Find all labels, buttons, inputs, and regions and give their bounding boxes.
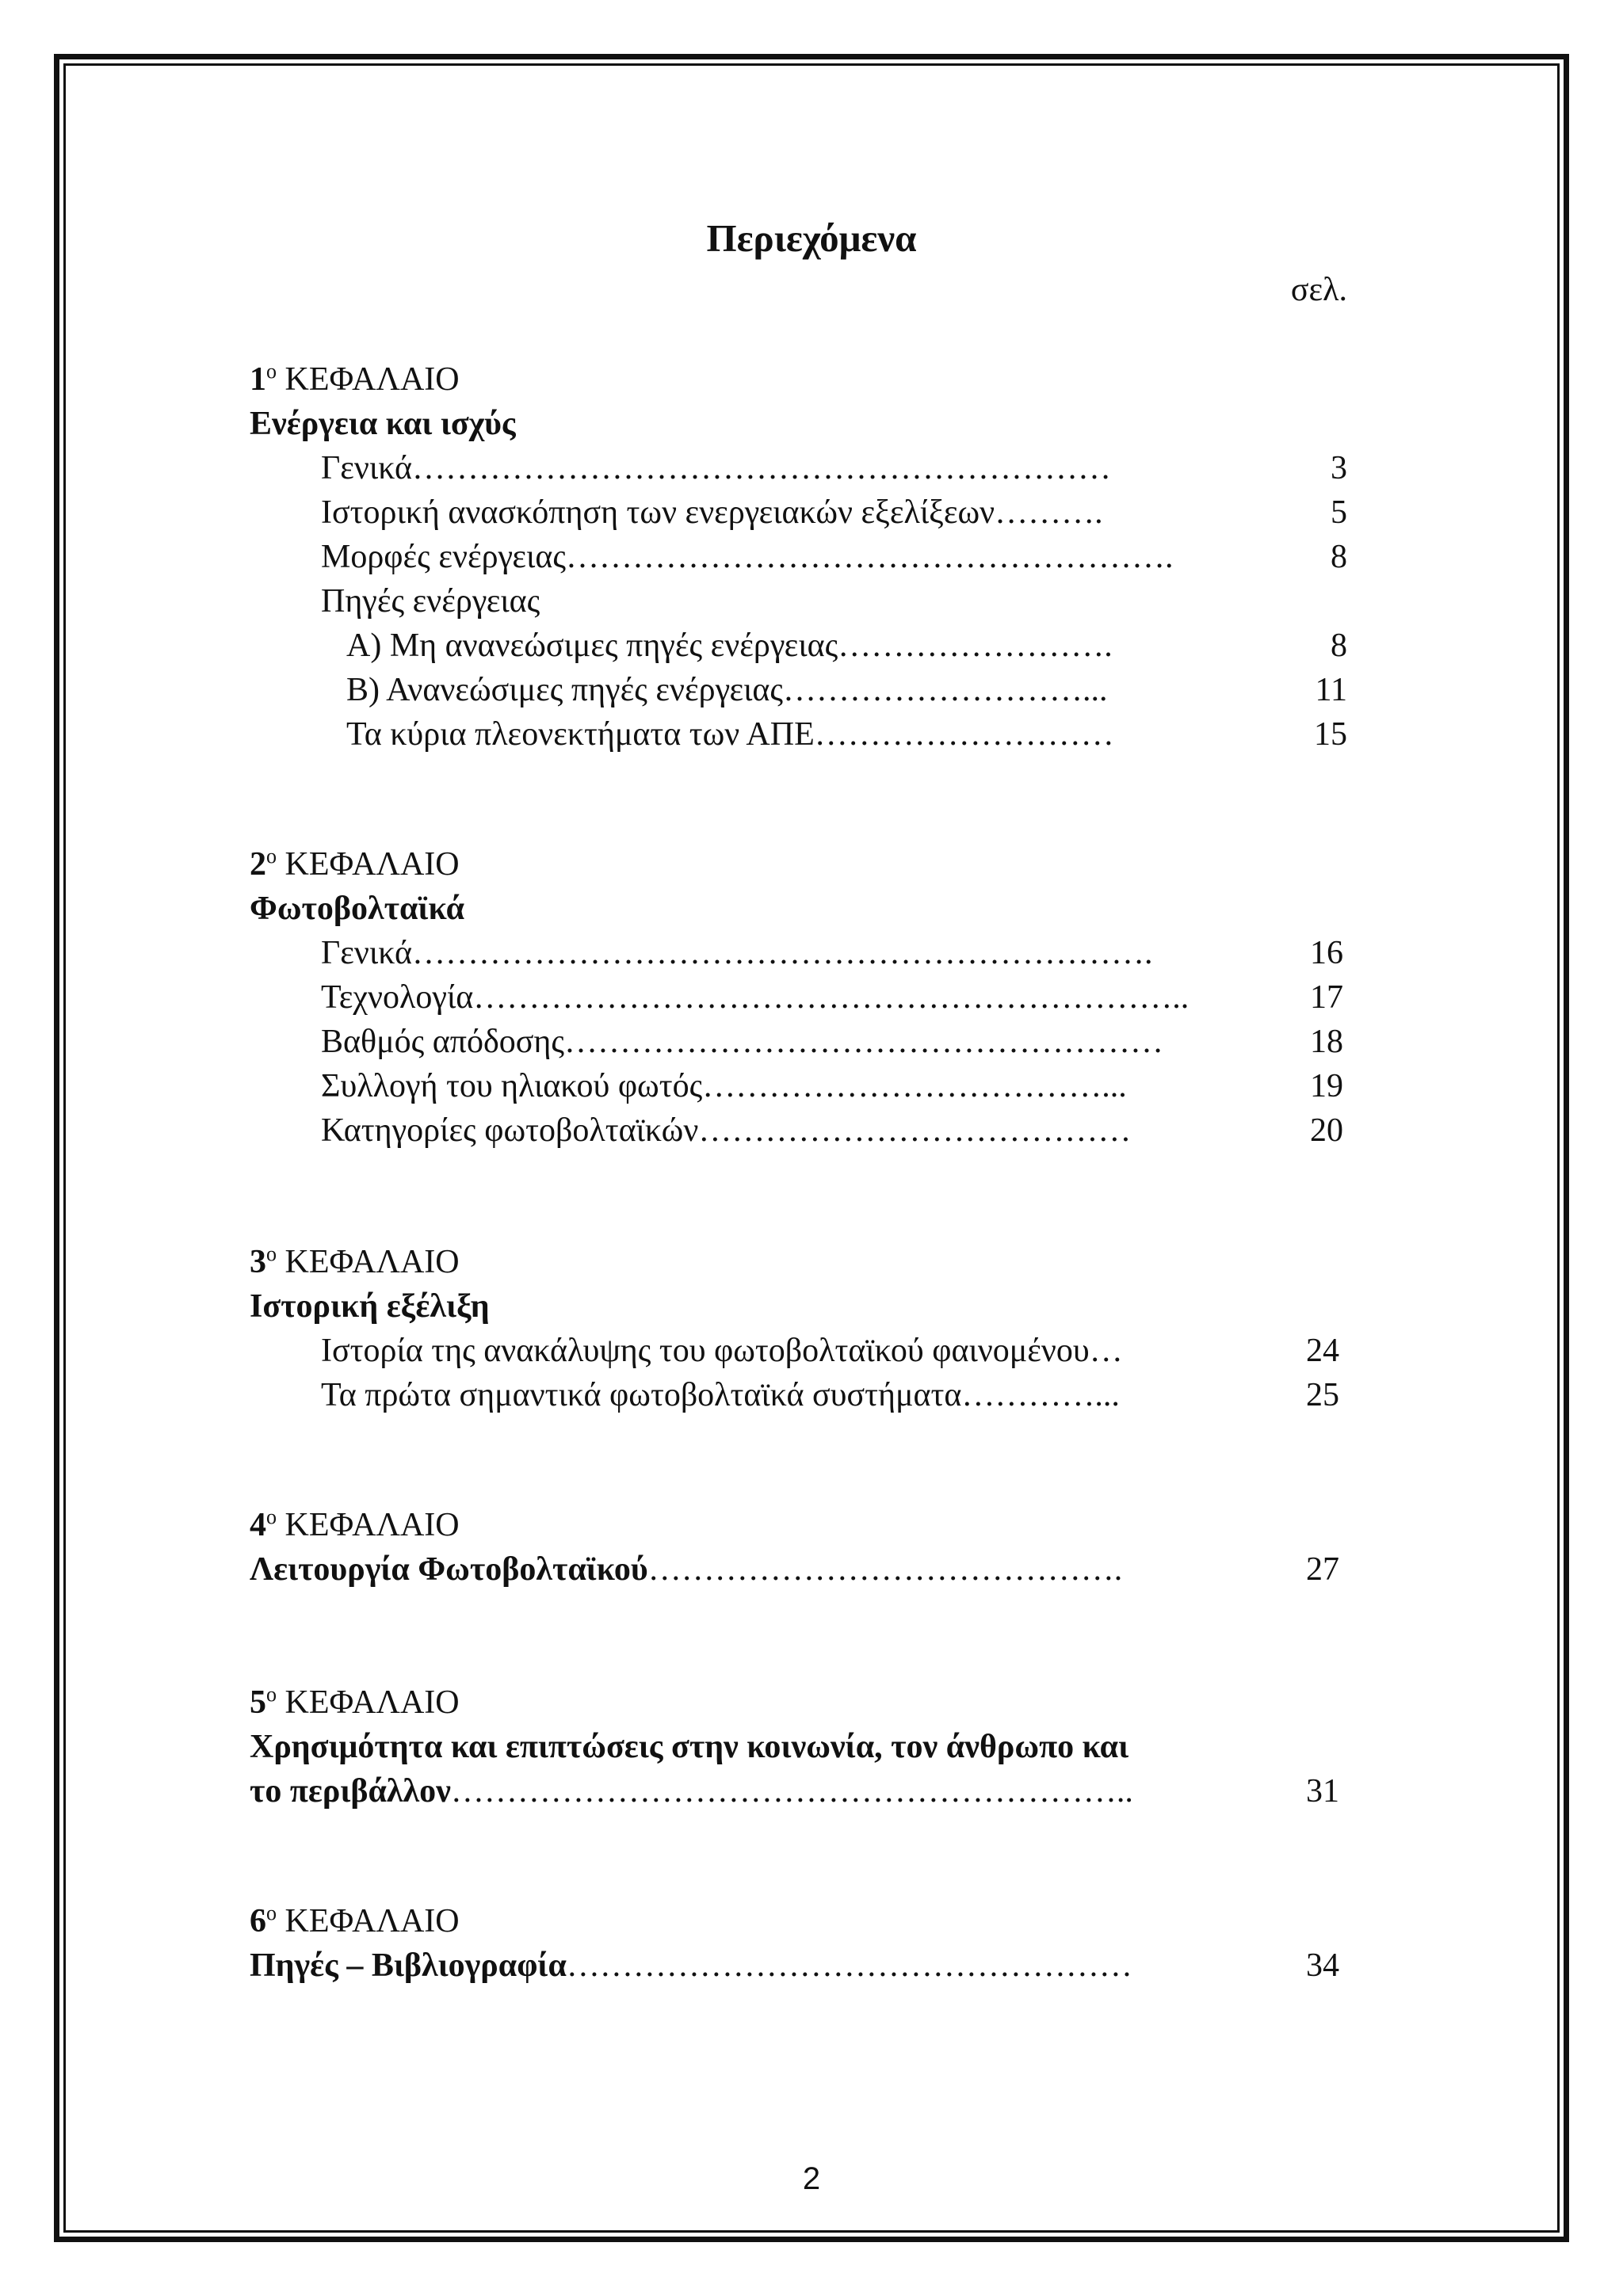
toc-entry[interactable]: Κατηγορίες φωτοβολταϊκών………………………………… bbox=[321, 1112, 1132, 1149]
toc-page-number: 24 bbox=[1306, 1333, 1339, 1369]
toc-entry[interactable]: Γενικά……………………………………………………… bbox=[321, 450, 1112, 486]
toc-entry[interactable]: Ιστορική ανασκόπηση των ενεργειακών εξελίξεων………. bbox=[321, 494, 1103, 531]
toc-page-number: 15 bbox=[1314, 716, 1347, 753]
toc-entry[interactable]: Γενικά…………………………………………………………. bbox=[321, 935, 1153, 971]
toc-entry[interactable]: Τα κύρια πλεονεκτήματα των ΑΠΕ……………………… bbox=[346, 716, 1114, 753]
toc-page-number: 20 bbox=[1310, 1112, 1343, 1149]
toc-page-number: 17 bbox=[1310, 979, 1343, 1016]
toc-page-number: 8 bbox=[1331, 627, 1347, 664]
toc-entry[interactable]: Τεχνολογία……………………………………………………….. bbox=[321, 979, 1190, 1016]
toc-page-number: 8 bbox=[1331, 539, 1347, 575]
toc-page-number: 16 bbox=[1310, 935, 1343, 971]
toc-entry[interactable]: Τα πρώτα σημαντικά φωτοβολταϊκά συστήματα…………... bbox=[321, 1377, 1120, 1413]
toc-entry[interactable]: Βαθμός απόδοσης……………………………………………… bbox=[321, 1024, 1164, 1060]
toc-page-number: 31 bbox=[1306, 1773, 1339, 1810]
toc-entry[interactable]: Β) Ανανεώσιμες πηγές ενέργειας………………………... bbox=[346, 672, 1108, 708]
toc-page-number: 25 bbox=[1306, 1377, 1339, 1413]
chapter-5-label: $5^o$ ΚΕΦΑΛΑΙΟ bbox=[250, 1683, 460, 1721]
chapter-6-heading[interactable]: Πηγές – Βιβλιογραφία…………………………………………… bbox=[250, 1947, 1132, 1984]
chapter-5-heading-line2[interactable]: το περιβάλλον…………………………………………………….. bbox=[250, 1773, 1133, 1810]
chapter-1-label: $1^o$ ΚΕΦΑΛΑΙΟ bbox=[250, 360, 460, 398]
toc-entry[interactable]: Συλλογή του ηλιακού φωτός………………………………... bbox=[321, 1068, 1127, 1104]
toc-page-number: 11 bbox=[1315, 672, 1347, 708]
toc-entry[interactable]: Ιστορία της ανακάλυψης του φωτοβολταϊκού φαινομένου… bbox=[321, 1333, 1123, 1369]
page-title: Περιεχόμενα bbox=[706, 216, 917, 260]
toc-page-number: 5 bbox=[1331, 494, 1347, 531]
toc-page-number: 3 bbox=[1331, 450, 1347, 486]
chapter-2-label: $2^o$ ΚΕΦΑΛΑΙΟ bbox=[250, 845, 460, 883]
toc-page-number: 19 bbox=[1310, 1068, 1343, 1104]
chapter-4-heading[interactable]: Λειτουργία Φωτοβολταϊκού……………………………………. bbox=[250, 1551, 1123, 1588]
toc-page-number: 27 bbox=[1306, 1551, 1339, 1588]
chapter-3-label: $3^o$ ΚΕΦΑΛΑΙΟ bbox=[250, 1242, 460, 1280]
page-column-label: σελ. bbox=[1290, 272, 1347, 308]
toc-page-number: 18 bbox=[1310, 1024, 1343, 1060]
toc-entry[interactable]: Α) Μη ανανεώσιμες πηγές ενέργειας……………………. bbox=[346, 627, 1113, 664]
chapter-2-heading: Φωτοβολταϊκά bbox=[250, 891, 465, 927]
footer-page-number: 2 bbox=[802, 2161, 821, 2196]
toc-page-number: 34 bbox=[1306, 1947, 1339, 1984]
chapter-1-heading: Ενέργεια και ισχύς bbox=[250, 406, 516, 442]
chapter-4-label: $4^o$ ΚΕΦΑΛΑΙΟ bbox=[250, 1505, 460, 1543]
chapter-5-heading: Χρησιμότητα και επιπτώσεις στην κοινωνία, τον άνθρωπο και bbox=[250, 1729, 1129, 1765]
toc-subheading: Πηγές ενέργειας bbox=[321, 583, 540, 620]
chapter-6-label: $6^o$ ΚΕΦΑΛΑΙΟ bbox=[250, 1901, 460, 1939]
chapter-3-heading: Ιστορική εξέλιξη bbox=[250, 1288, 490, 1325]
toc-entry[interactable]: Μορφές ενέργειας………………………………………………. bbox=[321, 539, 1174, 575]
